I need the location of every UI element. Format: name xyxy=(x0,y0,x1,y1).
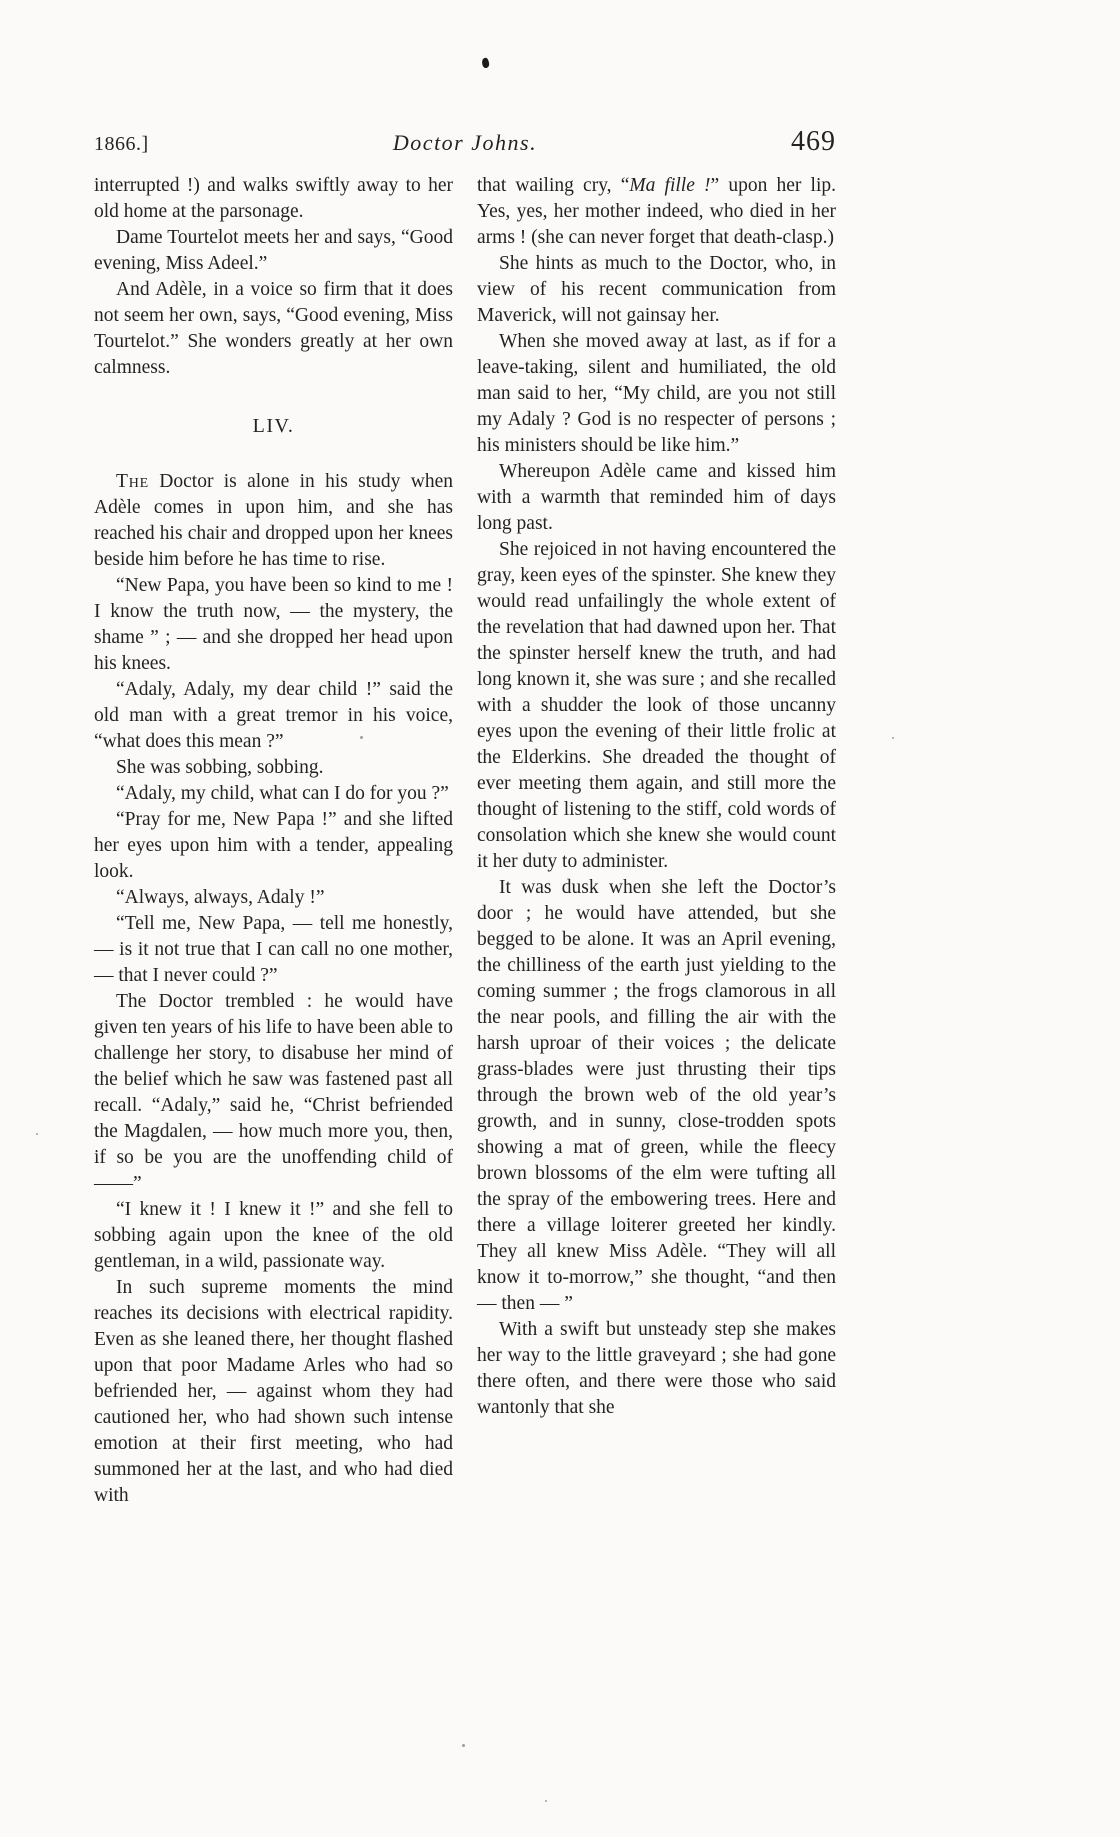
chapter-heading: LIV. xyxy=(252,415,295,437)
ink-mark-ornament xyxy=(481,57,491,69)
ink-speck xyxy=(545,1800,547,1802)
paragraph-text: that wailing cry, “ xyxy=(477,175,630,196)
paragraph: “Tell me, New Papa, — tell me honestly, — is it not true that I can call no one mother, — that I never could ?” xyxy=(94,913,453,986)
paragraph: “I knew it ! I knew it !” and she fell to sobbing again upon the knee of the old gentleman, in a wild, passionate way. xyxy=(94,1199,453,1272)
paragraph: In such supreme moments the mind reaches its decisions with electrical rapidity. Even as she leaned there, her thought flashed upon that poor Madame Arles who had so befriended her, — against whom they had cautioned her, who had shown such intense emotion at their first meeting, who had summoned her at the last, and who had died with xyxy=(94,1277,453,1506)
paragraph xyxy=(94,469,453,573)
paragraph-text: ” upon her lip. Yes, yes, her mother indeed, who died in her arms ! (she can never forget that death-clasp.) xyxy=(477,175,836,248)
page-content xyxy=(94,126,836,1509)
paragraph: “Always, always, Adaly !” xyxy=(116,887,325,908)
paragraph: She was sobbing, sobbing. xyxy=(116,757,324,778)
paragraph: The Doctor trembled : he would have given ten years of his life to have been able to challenge her story, to disabuse her mind of the belief which he saw was fastened past all recall. “Adaly,” said he, “Christ befriended the Magdalen, — how much more you, then, if so be you are the unoffending child of ——” xyxy=(94,991,453,1194)
paragraph: When she moved away at last, as if for a leave-taking, silent and humiliated, the old man said to her, “My child, are you not still my Adaly ? God is no respecter of persons ; his ministers should be like him.” xyxy=(477,331,836,456)
text-columns xyxy=(94,173,836,1509)
paragraph xyxy=(477,173,836,251)
ink-speck xyxy=(892,737,894,739)
paragraph: “New Papa, you have been so kind to me ! I know the truth now, — the mystery, the shame ” ; — and she dropped her head upon his knees. xyxy=(94,575,453,674)
ink-speck xyxy=(36,1133,38,1135)
ink-speck xyxy=(462,1744,465,1747)
paragraph: With a swift but unsteady step she makes her way to the little graveyard ; she had gone there often, and there were those who said wantonly that she xyxy=(477,1319,836,1418)
italic-phrase: Ma fille ! xyxy=(629,175,711,196)
paragraph: “Adaly, Adaly, my dear child !” said the old man with a great tremor in his voice, “what does this mean ?” xyxy=(94,679,453,752)
paragraph: Dame Tourtelot meets her and says, “Good evening, Miss Adeel.” xyxy=(94,227,453,274)
paragraph: interrupted !) and walks swiftly away to her old home at the parsonage. xyxy=(94,175,453,222)
paragraph: She hints as much to the Doctor, who, in view of his recent communication from Maverick, will not gainsay her. xyxy=(477,253,836,326)
paragraph: It was dusk when she left the Doctor’s door ; he would have attended, but she begged to be alone. It was an April evening, the chilliness of the earth just yielding to the coming summer ; the frogs clamorous in all the near pools, and filling the air with the harsh uproar of their voices ; the delicate grass-blades were just thrusting their tips through the brown web of the old year’s growth, and in sunny, close-trodden spots showing a mat of green, while the fleecy brown blossoms of the elm were tufting all the spray of the embowering trees. Here and there a village loiterer greeted her kindly. They all knew Miss Adèle. “They will all know it to-morrow,” she thought, “and then — then — ” xyxy=(477,877,836,1314)
header-page-number: 469 xyxy=(791,126,836,157)
running-header xyxy=(94,126,836,160)
header-date: 1866.] xyxy=(94,133,149,155)
paragraph: Whereupon Adèle came and kissed him with a warmth that reminded him of days long past. xyxy=(477,461,836,534)
lead-word: The xyxy=(116,471,149,492)
paragraph: She rejoiced in not having encountered the gray, keen eyes of the spinster. She knew they would read unfailingly the whole extent of the revelation that had dawned upon her. That the spinster herself knew the truth, and had long known it, she was sure ; and she recalled with a shudder the look of those uncanny eyes upon the evening of their little frolic at the Elderkins. She dreaded the thought of ever meeting them again, and still more the thought of listening to the stiff, cold words of consolation which she knew she would count it her duty to administer. xyxy=(477,539,836,872)
right-column xyxy=(477,173,836,1509)
paragraph: “Pray for me, New Papa !” and she lifted her eyes upon him with a tender, appealing look. xyxy=(94,809,453,882)
paragraph-text: Doctor is alone in his study when Adèle comes in upon him, and she has reached his chair and dropped upon her knees beside him before he has time to rise. xyxy=(94,471,453,570)
paragraph: “Adaly, my child, what can I do for you ?” xyxy=(116,783,449,804)
header-title: Doctor Johns. xyxy=(392,130,538,155)
paragraph: And Adèle, in a voice so firm that it does not seem her own, says, “Good evening, Miss Tourtelot.” She wonders greatly at her own calmness. xyxy=(94,279,453,378)
left-column xyxy=(94,173,453,1509)
